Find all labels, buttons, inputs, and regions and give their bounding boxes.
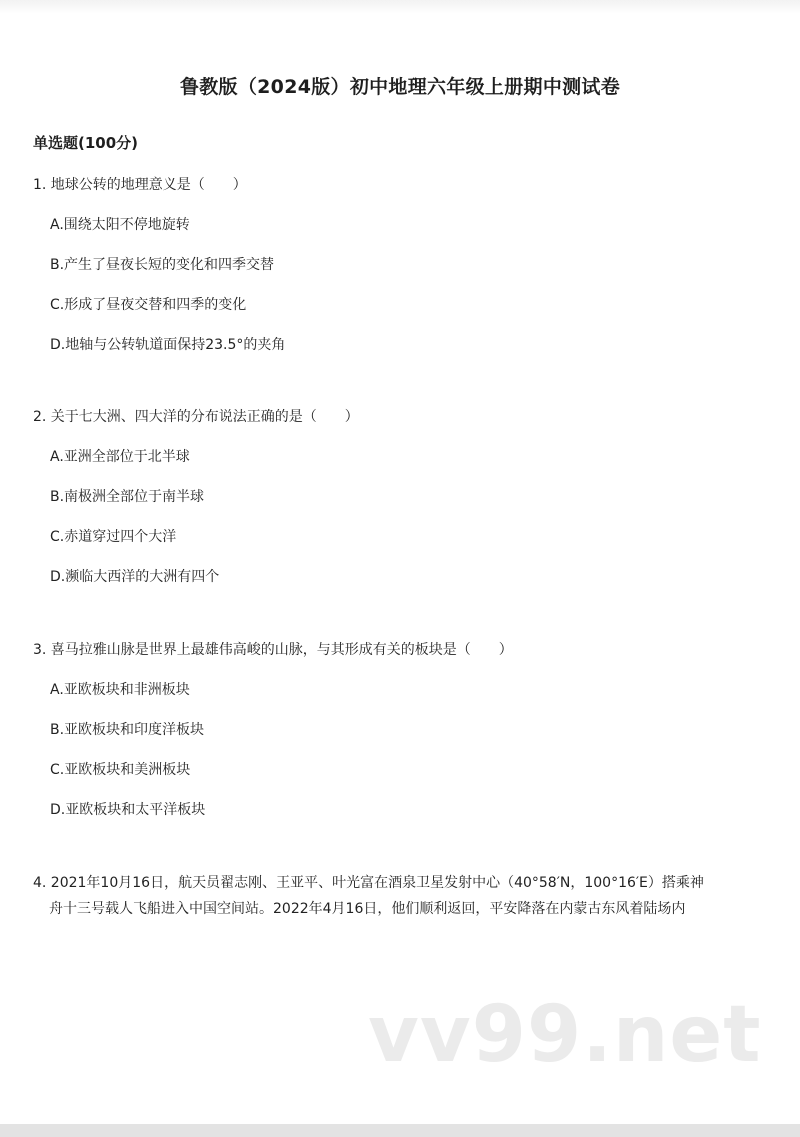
page-top-shade xyxy=(0,0,800,14)
question-2-option-c: C.赤道穿过四个大洋 xyxy=(50,529,177,545)
question-3-option-a: A.亚欧板块和非洲板块 xyxy=(50,682,190,698)
question-2-option-b: B.南极洲全部位于南半球 xyxy=(50,489,205,505)
question-4-stem-line-1: 4. 2021年10月16日，航天员翟志刚、王亚平、叶光富在酒泉卫星发射中心（40°58′N，100°16′E）搭乘神 xyxy=(33,875,704,891)
question-3-option-b: B.亚欧板块和印度洋板块 xyxy=(50,722,205,738)
question-1-stem: 1. 地球公转的地理意义是（ ） xyxy=(33,177,247,193)
page-bottom-strip xyxy=(0,1124,800,1137)
question-1-option-b: B.产生了昼夜长短的变化和四季交替 xyxy=(50,257,275,273)
question-4-stem xyxy=(33,870,761,922)
question-3-stem: 3. 喜马拉雅山脉是世界上最雄伟高峻的山脉，与其形成有关的板块是（ ） xyxy=(33,642,513,658)
question-2-option-d: D.濒临大西洋的大洲有四个 xyxy=(50,569,220,585)
question-2-stem: 2. 关于七大洲、四大洋的分布说法正确的是（ ） xyxy=(33,409,359,425)
question-4-stem-line-2: 舟十三号载人飞船进入中国空间站。2022年4月16日，他们顺利返回，平安降落在内蒙古东风着陆场内 xyxy=(49,901,686,917)
question-2-option-a: A.亚洲全部位于北半球 xyxy=(50,449,190,465)
question-1-option-d: D.地轴与公转轨道面保持23.5°的夹角 xyxy=(50,337,286,353)
watermark: vv99.net xyxy=(368,990,762,1080)
page-title: 鲁教版（2024版）初中地理六年级上册期中测试卷 xyxy=(179,76,621,98)
section-heading: 单选题(100分) xyxy=(33,134,139,152)
question-1-option-c: C.形成了昼夜交替和四季的变化 xyxy=(50,297,247,313)
question-3-option-c: C.亚欧板块和美洲板块 xyxy=(50,762,191,778)
question-3-option-d: D.亚欧板块和太平洋板块 xyxy=(50,802,206,818)
question-1-option-a: A.围绕太阳不停地旋转 xyxy=(50,217,190,233)
